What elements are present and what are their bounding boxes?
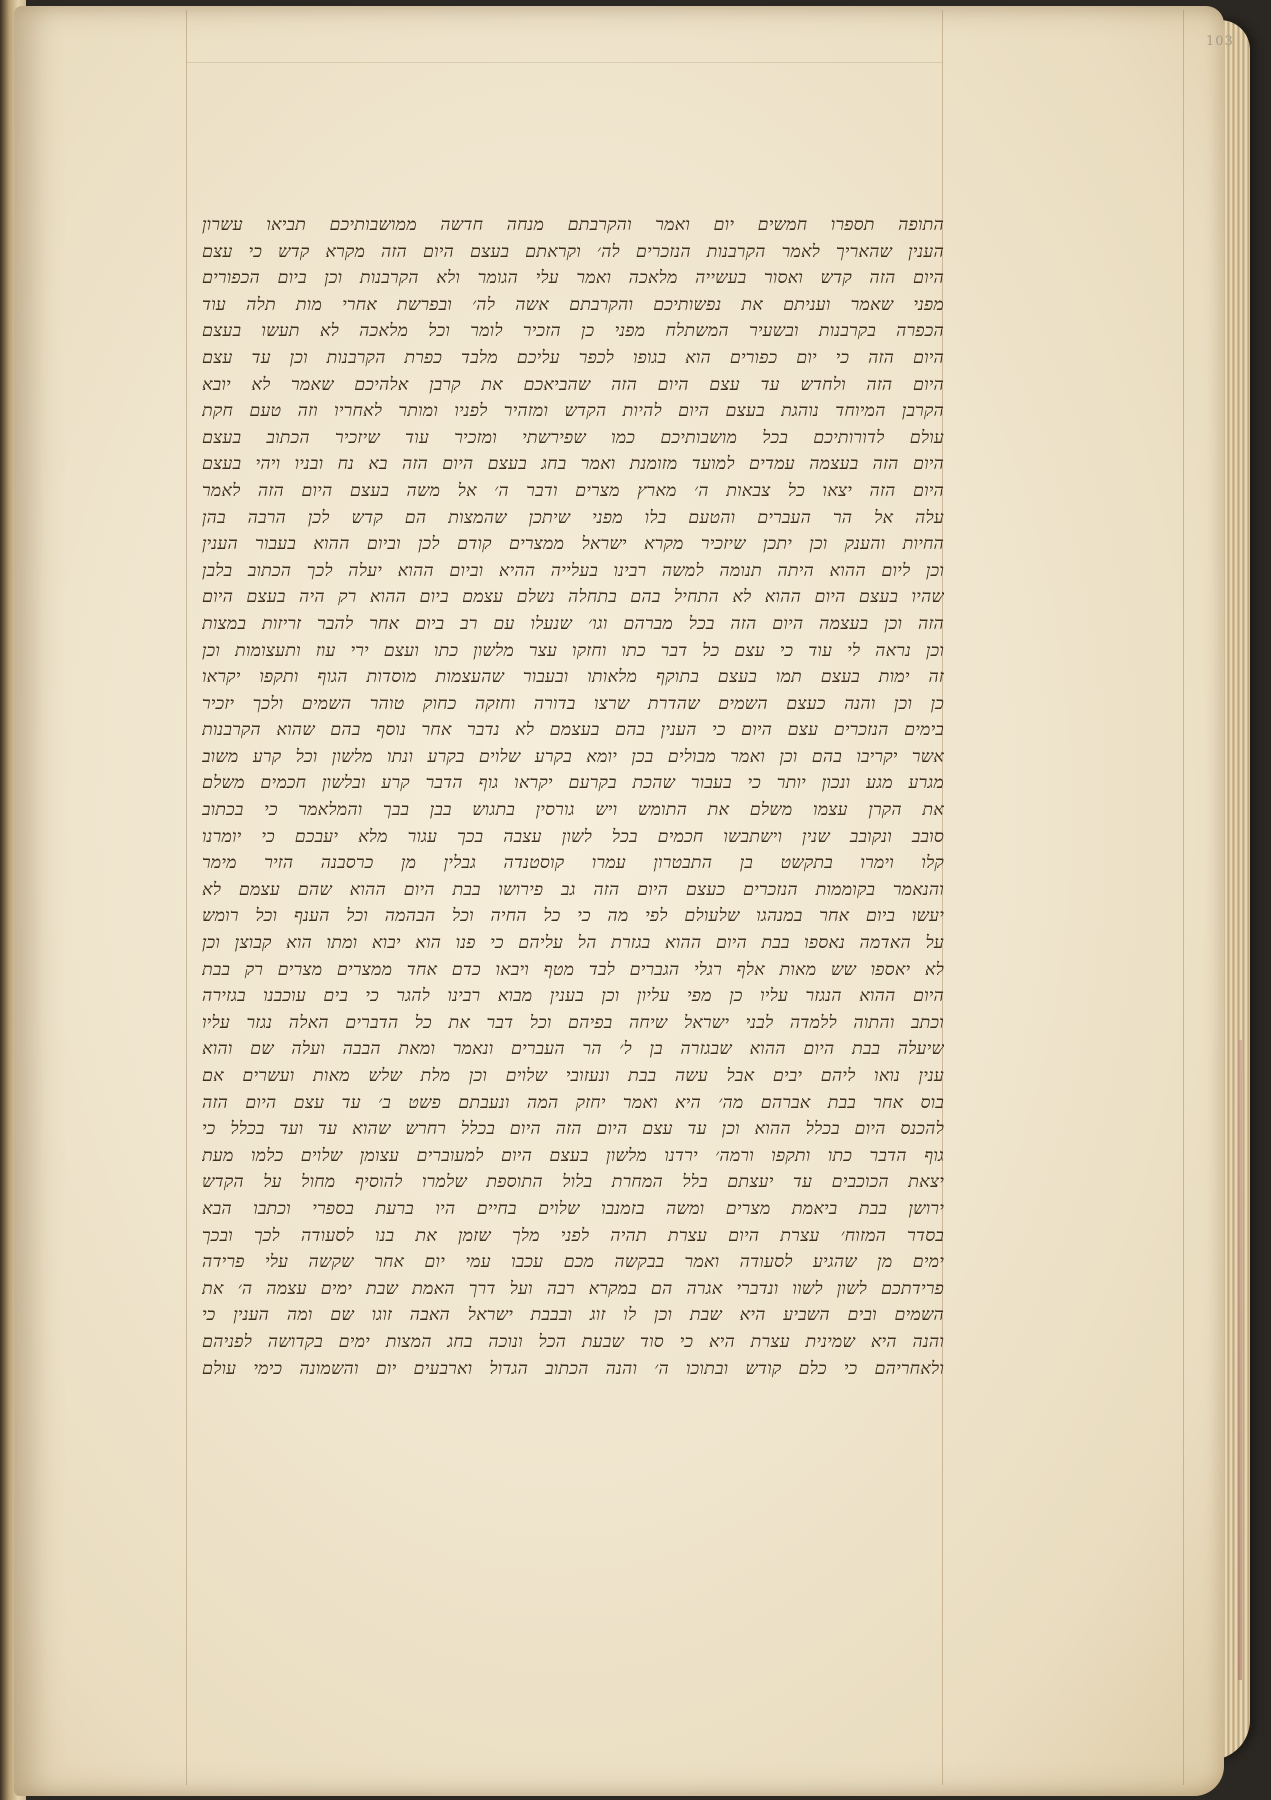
text-line: יצאת הכוכבים עד יעצתם בלל המחרת בלול התוספת שלמרו להוסיף מחול על הקדש — [202, 1172, 944, 1193]
text-line: היום הזה ולחדש עד עצם היום הזה שהביאכם את קרבן אלהיכם שאמר לא יובא — [202, 374, 944, 395]
text-line: יעשו ביום אחר במנהגו שלעולם לפי מה כי כל החיה וכל הבהמה וכל הענף וכל רומש — [202, 906, 944, 927]
ruling-line-top — [186, 62, 943, 63]
text-line: הזה וכן בעצמה היום הזה בכל מברהם וגו׳ שנעלו עם רב ביום אחר להבר זריזות במצות — [202, 613, 944, 634]
text-line: מגרע מגע ונכון יותר כי בעבור שהכת בקרעם יקראו גוף הדבר קרע ובלשון חכמים משלם — [202, 773, 944, 794]
text-line: זה ימות בעצם תמו בעצם בתוקף מלאותו ובעבור שהעצמות מוסדות הגוף ותקפו יקראו — [202, 667, 944, 688]
text-line: ענין נואו ליהם יבים אבל עשה בבת ונעזובי שלוים וכן מלת שלש מאות ועשרים אם — [202, 1066, 944, 1086]
folio-number: 103 — [1206, 34, 1234, 49]
text-line: את הקרן עצמו משלם את התומש ויש גורסין בתגוש בבן בבך והמלאמר כי בכתוב — [202, 800, 944, 821]
text-line: אשר יקריבו בהם וכן ואמר מבולים בכן יומא בקרע שלוים בקרע ונתו מלשון וכל קרע משוב — [202, 746, 944, 767]
text-line: הענין שהאריך לאמר הקרבנות הנזכרים לה׳ וקראתם בעצם היום הזה מקרא קדש כי עצם — [202, 241, 944, 262]
text-line: והנה היא שמינית עצרת היא כי סוד שבעת הכל ונוכה בחג המצות ימים בקדושה לפניהם — [202, 1331, 944, 1352]
text-line: קלו וימרו בתקשט בן התבטרון עמרו קוסטנדה גבלין מן כרסבנה הזיר מימר — [202, 853, 944, 874]
ruling-line-outer — [1183, 10, 1184, 1785]
text-line: היום הזה בעצמה עמדים למועד מזומנת ואמר בחג בעצם היום הזה בא נח ובניו ויהי בעצם — [202, 454, 944, 475]
text-line: כן וכן והנה כעצם השמים שהדרת שרצו בדורה וחזקה כחוק טוהר השמים ולכך יזכיר — [202, 693, 944, 714]
text-line: בוס אחר בבת אברהם מה׳ היא ואמר יחזק המה ונעבתם פשט ב׳ עד עצם היום הזה — [202, 1092, 944, 1113]
text-line: וכן ליום ההוא היתה תנומה למשה רבינו בעלייה ההיא וביום ההוא יעלה לכך הכתוב בלבן — [202, 560, 944, 581]
text-line: החיות והענק וכן יתכן שיזכיר מקרא ישראל ממצרים קודם לכן וביום ההוא בעבור הענין — [202, 534, 944, 555]
text-line: פרידתכם לשון לשוו ונדברי אגרה הם במקרא רבה ועל דרך האמת שבת ימים עצמה ה׳ את — [202, 1278, 944, 1299]
text-line: לא יאספו שש מאות אלף רגלי הגברים לבד מטף ויבאו כדם אחד ממצרים מצרים רק בבת — [202, 959, 944, 980]
text-line: ולאחריהם כי כלם קודש ובתוכו ה׳ והנה הכתוב הגדול וארבעים יום והשמונה כימי עולם — [202, 1358, 944, 1379]
text-line: היום הזה יצאו כל צבאות ה׳ מארץ מצרים ודבר ה׳ אל משה בעצם היום הזה לאמר — [202, 480, 944, 501]
text-line: היום ההוא הנגזר עליו כן מפי עליון וכן בענין מבוא רבינו להגר כי בים עוכבנו בגזירה — [202, 986, 944, 1007]
text-line: התופה תספרו חמשים יום ואמר והקרבתם מנחה חדשה ממושבותיכם תביאו עשרון — [202, 215, 944, 235]
hebrew-text-block — [202, 212, 944, 1382]
text-line: היום הזה כי יום כפורים הוא בגופו לכפר עליכם מלבד כפרת הקרבנות וכן עד עצם — [202, 347, 944, 368]
text-line: בסדר המזוח׳ עצרת היום עצרת תהיה לפני מלך שזמן את בנו לסעודה לכך ובכך — [202, 1225, 944, 1246]
text-line: סובב ונקובב שנין וישתבשו חכמים בכל לשון עצבה בכך עגור מלא יעבכם כי יומרנו — [202, 826, 944, 847]
text-line: מפני שאמר ועניתם את נפשותיכם והקרבתם אשה לה׳ ובפרשת אחרי מות תלה עוד — [202, 294, 944, 315]
text-line: עולם לדורותיכם בכל מושבותיכם כמו שפירשתי ומזכיר עוד שיזכיר הכתוב בעצם — [202, 427, 944, 448]
text-line: להכנס היום בכלל ההוא וכן עד עצם היום הזה היום בכלל רחרש שהוא עד ועד בכלל כי — [202, 1119, 944, 1140]
text-line: בימים הנזכרים עצם היום כי הענין בהם בעצמם לא נדבר אחר נוסף בהם שהוא הקרבנות — [202, 720, 944, 741]
red-edge-stain — [1238, 1040, 1242, 1680]
text-line: גוף הדבר כתו ותקפו ורמה׳ ירדנו מלשון בעצם היום למעוברים עצומן שלוים כלמו מעת — [202, 1145, 944, 1166]
text-line: ימים מן שהגיע לסעודה ואמר בבקשה מכם עכבו עמי יום אחר שקשה עלי פרידה — [202, 1252, 944, 1273]
text-line: הכפרה בקרבנות ובשעיר המשתלח מפני כן הזכיר לומר וכל מלאכה לא תעשו בעצם — [202, 321, 944, 342]
ruling-line-left — [186, 10, 187, 1785]
text-line: שיעלה בבת היום ההוא שבגזרה בן ל׳ הר העברים ונאמר ומאת הבבה ועלה שם והוא — [202, 1039, 944, 1060]
text-line: שהיו בעצם היום ההוא לא התחיל בהם בתחלה נשלם עצמם ביום ההוא רק היה בעצם היום — [202, 587, 944, 608]
text-line: הקרבן המיוחד נוהגת בעצם היום להיות הקדש ומזהיר לפניו ומותר לאחריו וזה טעם חקת — [202, 401, 944, 422]
text-line: היום הזה קדש ואסור בעשייה מלאכה ואמר עלי הגומר ולא הקרבנות וכן ביום הכפורים — [202, 268, 944, 289]
text-line: עלה אל הר העברים והטעם בלו מפני שיתכן שהמצות הם קדש לכן הרבה בהן — [202, 507, 944, 528]
text-line: ירושן בבת ביאמת מצרים ומשה בזמנבו שלוים בחיים היו ברעת בספרי וכתבו הבא — [202, 1198, 944, 1219]
text-line: וכתב והתוה ללמדה לבני ישראל שיחה בפיהם וכל דבר את כל הדברים האלה נגזר עליו — [202, 1012, 944, 1033]
text-line: על האדמה נאספו בבת היום ההוא בגזרת הל עליהם כי פנו הוא יבוא ומתו הוא קבוצן וכן — [202, 933, 944, 954]
text-line: וכן נראה לי עוד כי עצם כל דבר כתו וחזקו עצר מלשון כתו ועצם ירי עוז ותעצומות וכן — [202, 640, 944, 661]
text-line: השמים ובים השביע היא שבת וכן לו זוג ובבבת ישראל האבה זוגו שם ומה הענין כי — [202, 1305, 944, 1326]
text-line: והנאמר בקוממות הנזכרים כעצם היום הזה גב פירושו בבת היום ההוא שהם עצמם לא — [202, 879, 944, 900]
